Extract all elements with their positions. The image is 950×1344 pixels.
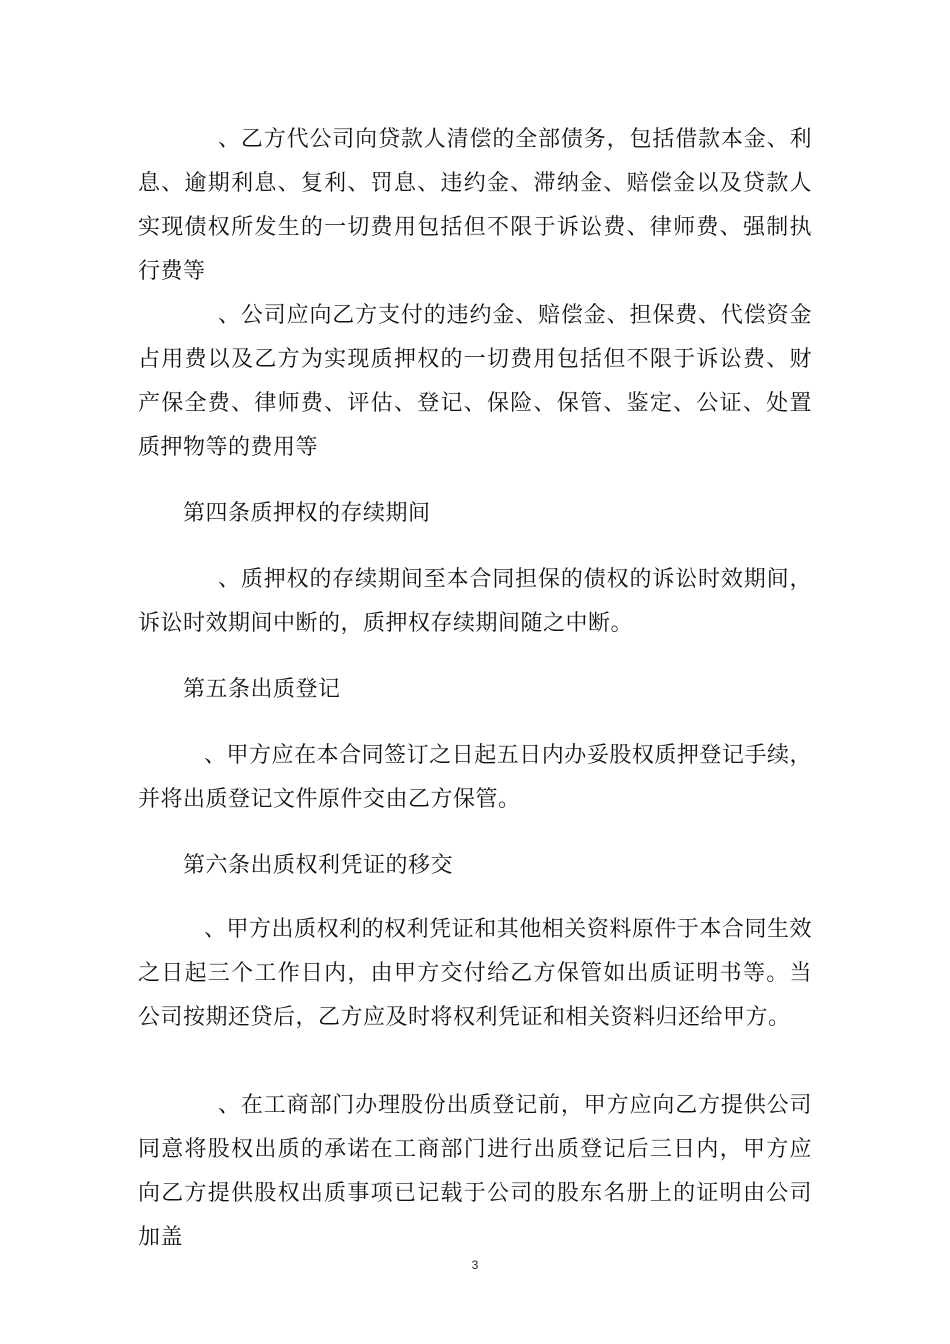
paragraph-certificate-delivery: 、甲方出质权利的权利凭证和其他相关资料原件于本合同生效之日起三个工作日内，由甲方交付给乙方保管如出质证明书等。当公司按期还贷后，乙方应及时将权利凭证和相关资料归还给甲方。 (138, 917, 812, 1030)
paragraph-pledge-duration: 、质押权的存续期间至本合同担保的债权的诉讼时效期间，诉讼时效期间中断的，质押权存续期间随之中断。 (138, 567, 812, 636)
paragraph-company-payments: 、公司应向乙方支付的违约金、赔偿金、担保费、代偿资金占用费以及乙方为实现质押权的一切费用包括但不限于诉讼费、财产保全费、律师费、评估、登记、保险、保管、鉴定、公证、处置质押物等的费用等 (138, 303, 812, 460)
paragraph-debt-scope: 、乙方代公司向贷款人清偿的全部债务，包括借款本金、利息、逾期利息、复利、罚息、违约金、滞纳金、赔偿金以及贷款人实现债权所发生的一切费用包括但不限于诉讼费、律师费、强制执行费等 (138, 127, 812, 284)
heading-article-5: 第五条出质登记 (183, 677, 341, 702)
heading-article-4: 第四条质押权的存续期间 (183, 501, 431, 526)
paragraph-registration-commitment: 、在工商部门办理股份出质登记前，甲方应向乙方提供公司同意将股权出质的承诺在工商部门进行出质登记后三日内，甲方应向乙方提供股权出质事项已记载于公司的股东名册上的证明由公司加盖 (138, 1093, 812, 1250)
page-number: 3 (471, 1258, 479, 1272)
paragraph-pledge-registration: 、甲方应在本合同签订之日起五日内办妥股权质押登记手续，并将出质登记文件原件交由乙方保管。 (138, 743, 812, 812)
heading-article-6: 第六条出质权利凭证的移交 (183, 853, 454, 878)
